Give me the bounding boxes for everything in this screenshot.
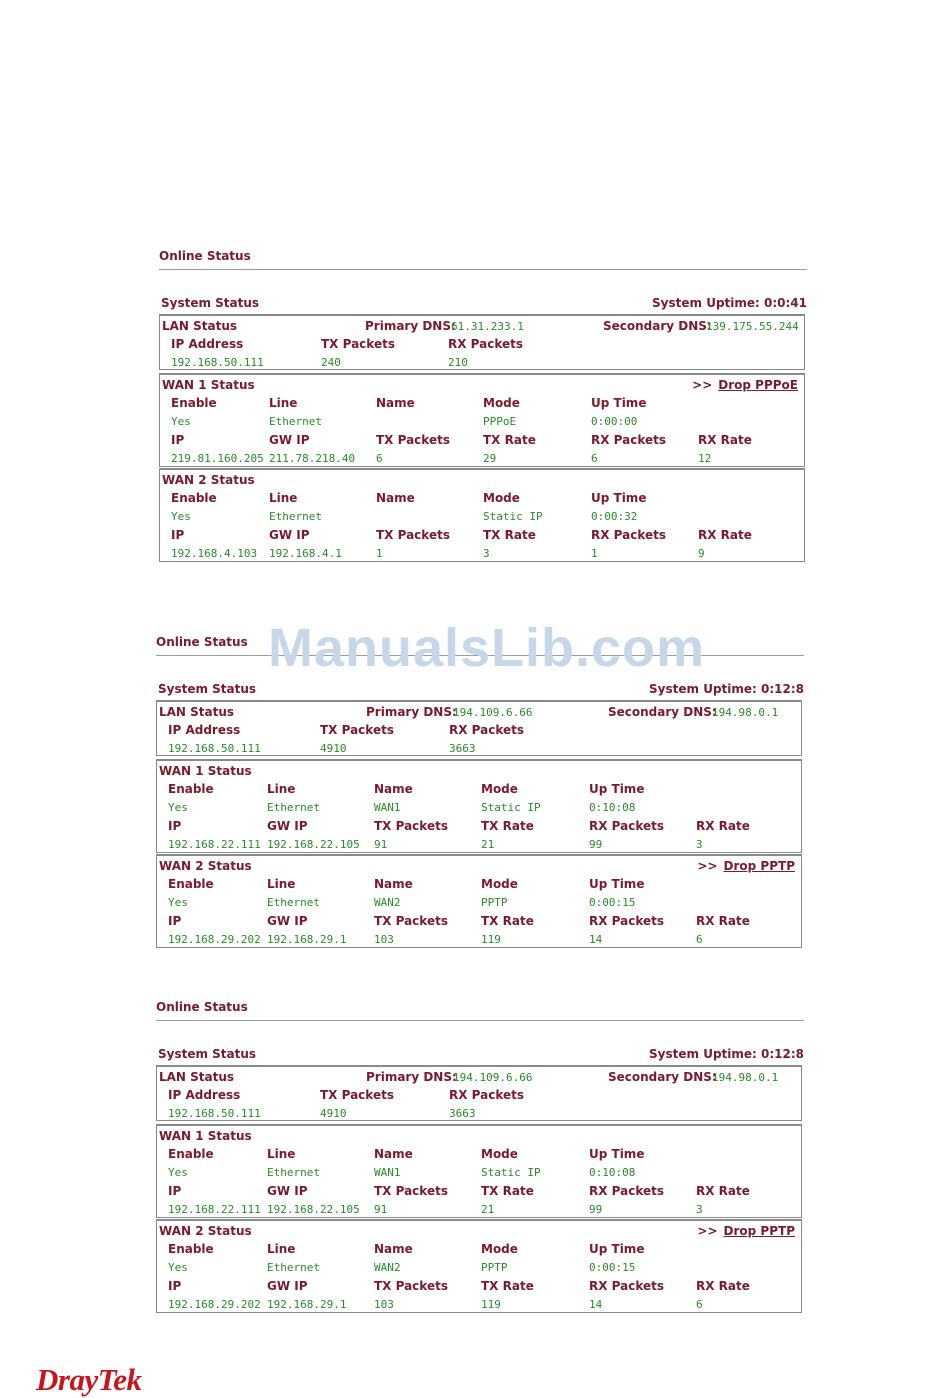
ip-header: IP (168, 1184, 182, 1198)
tx-rate-header: TX Rate (481, 819, 534, 833)
gw-ip-header: GW IP (267, 914, 308, 928)
enable-header: Enable (171, 491, 217, 505)
wan2-status-title: WAN 2 Status (162, 473, 255, 487)
wan1-status-box (156, 1124, 802, 1218)
wan2-tx-rate: 119 (481, 933, 501, 946)
wan2-status-title: WAN 2 Status (159, 1224, 252, 1238)
wan2-enable: Yes (171, 510, 191, 523)
ip-address-header: IP Address (171, 337, 244, 351)
up-time-header: Up Time (589, 1147, 645, 1161)
mode-header: Mode (483, 396, 520, 410)
wan2-ip: 192.168.29.202 (168, 933, 261, 946)
system-uptime: System Uptime: 0:12:8 (649, 1047, 804, 1061)
name-header: Name (374, 877, 413, 891)
wan1-ip: 192.168.22.111 (168, 838, 261, 851)
wan1-gw-ip: 192.168.22.105 (267, 1203, 360, 1216)
wan2-name: WAN2 (374, 1261, 401, 1274)
wan1-tx-rate: 21 (481, 838, 495, 851)
lan-status-title: LAN Status (159, 1070, 235, 1084)
wan2-enable: Yes (168, 1261, 188, 1274)
system-status-label: System Status (158, 682, 257, 696)
wan1-rx-rate: 3 (696, 838, 703, 851)
wan1-status-box (159, 373, 805, 467)
wan2-rx-packets: 1 (591, 547, 598, 560)
tx-packets-header: TX Packets (376, 528, 450, 542)
system-uptime: System Uptime: 0:0:41 (652, 296, 807, 310)
wan1-line: Ethernet (269, 415, 322, 428)
wan1-tx-packets: 91 (374, 838, 388, 851)
primary-dns-label: Primary DNS: (366, 705, 457, 719)
lan-tx-packets: 4910 (320, 742, 347, 755)
tx-packets-header: TX Packets (320, 723, 394, 737)
tx-packets-header: TX Packets (374, 1184, 448, 1198)
wan2-name: WAN2 (374, 896, 401, 909)
wan2-tx-packets: 103 (374, 933, 394, 946)
enable-header: Enable (168, 1242, 214, 1256)
tx-packets-header: TX Packets (321, 337, 395, 351)
wan1-ip: 192.168.22.111 (168, 1203, 261, 1216)
wan1-rx-packets: 6 (591, 452, 598, 465)
up-time-header: Up Time (589, 782, 645, 796)
ip-header: IP (171, 528, 185, 542)
tx-rate-header: TX Rate (481, 914, 534, 928)
tx-rate-header: TX Rate (483, 433, 536, 447)
wan2-status-title: WAN 2 Status (159, 859, 252, 873)
rx-packets-header: RX Packets (591, 433, 667, 447)
lan-ip-address: 192.168.50.111 (168, 742, 261, 755)
drop-pptp-link[interactable]: >> Drop PPTP (697, 859, 795, 873)
wan1-ip: 219.81.160.205 (171, 452, 264, 465)
tx-packets-header: TX Packets (374, 914, 448, 928)
wan1-status-title: WAN 1 Status (162, 378, 255, 392)
wan2-rx-rate: 6 (696, 933, 703, 946)
wan1-up-time: 0:10:08 (589, 801, 636, 814)
drop-pptp-link[interactable]: >> Drop PPTP (697, 1224, 795, 1238)
primary-dns-value: 61.31.233.1 (451, 320, 524, 333)
wan2-status-box (156, 1219, 802, 1313)
wan2-up-time: 0:00:32 (591, 510, 638, 523)
wan1-mode: PPPoE (483, 415, 517, 428)
tx-rate-header: TX Rate (483, 528, 536, 542)
wan2-mode: Static IP (483, 510, 543, 523)
wan2-rx-packets: 14 (589, 933, 603, 946)
wan2-line: Ethernet (269, 510, 322, 523)
wan1-status-title: WAN 1 Status (159, 764, 252, 778)
wan2-status-box (156, 854, 802, 948)
wan1-rx-rate: 12 (698, 452, 712, 465)
mode-header: Mode (483, 491, 520, 505)
wan2-tx-packets: 1 (376, 547, 383, 560)
secondary-dns-value: 194.98.0.1 (712, 706, 779, 719)
line-header: Line (269, 396, 298, 410)
wan1-line: Ethernet (267, 1166, 320, 1179)
rx-rate-header: RX Rate (696, 1279, 750, 1293)
gw-ip-header: GW IP (269, 528, 310, 542)
primary-dns-value: 194.109.6.66 (453, 706, 533, 719)
lan-status-box (156, 1065, 802, 1121)
wan1-rx-rate: 3 (696, 1203, 703, 1216)
ip-address-header: IP Address (168, 1088, 241, 1102)
rx-rate-header: RX Rate (698, 433, 752, 447)
wan1-tx-rate: 29 (483, 452, 497, 465)
primary-dns-label: Primary DNS: (366, 1070, 457, 1084)
wan1-rx-packets: 99 (589, 1203, 603, 1216)
line-header: Line (267, 1242, 296, 1256)
wan1-gw-ip: 192.168.22.105 (267, 838, 360, 851)
online-status-heading: Online Status (156, 1000, 248, 1014)
wan2-tx-packets: 103 (374, 1298, 394, 1311)
secondary-dns-label: Secondary DNS: (608, 1070, 717, 1084)
up-time-header: Up Time (589, 1242, 645, 1256)
wan2-rx-rate: 9 (698, 547, 705, 560)
wan2-enable: Yes (168, 896, 188, 909)
secondary-dns-label: Secondary DNS: (608, 705, 717, 719)
secondary-dns-label: Secondary DNS: (603, 319, 712, 333)
wan2-up-time: 0:00:15 (589, 1261, 636, 1274)
secondary-dns-value: 194.98.0.1 (712, 1071, 779, 1084)
wan2-ip: 192.168.4.103 (171, 547, 258, 560)
wan1-mode: Static IP (481, 1166, 541, 1179)
ip-header: IP (168, 819, 182, 833)
rx-packets-header: RX Packets (589, 1279, 665, 1293)
ip-address-header: IP Address (168, 723, 241, 737)
system-uptime: System Uptime: 0:12:8 (649, 682, 804, 696)
wan1-tx-packets: 91 (374, 1203, 388, 1216)
lan-status-box (156, 700, 802, 756)
wan1-tx-rate: 21 (481, 1203, 495, 1216)
rx-rate-header: RX Rate (696, 1184, 750, 1198)
up-time-header: Up Time (591, 396, 647, 410)
enable-header: Enable (168, 782, 214, 796)
line-header: Line (267, 1147, 296, 1161)
rx-packets-header: RX Packets (449, 723, 525, 737)
online-status-heading: Online Status (156, 635, 248, 649)
system-status-row (158, 682, 804, 696)
wan1-enable: Yes (168, 801, 188, 814)
wan1-name: WAN1 (374, 1166, 401, 1179)
wan2-tx-rate: 119 (481, 1298, 501, 1311)
name-header: Name (374, 782, 413, 796)
wan2-gw-ip: 192.168.29.1 (267, 933, 347, 946)
tx-packets-header: TX Packets (374, 819, 448, 833)
wan1-mode: Static IP (481, 801, 541, 814)
gw-ip-header: GW IP (269, 433, 310, 447)
tx-packets-header: TX Packets (374, 1279, 448, 1293)
wan1-name: WAN1 (374, 801, 401, 814)
up-time-header: Up Time (589, 877, 645, 891)
name-header: Name (374, 1242, 413, 1256)
wan2-line: Ethernet (267, 896, 320, 909)
lan-tx-packets: 240 (321, 356, 341, 369)
wan2-ip: 192.168.29.202 (168, 1298, 261, 1311)
wan2-status-box (159, 468, 805, 562)
draytek-logo: DrayTek (36, 1362, 142, 1397)
rx-packets-header: RX Packets (589, 914, 665, 928)
mode-header: Mode (481, 1242, 518, 1256)
wan2-rx-rate: 6 (696, 1298, 703, 1311)
rx-rate-header: RX Rate (696, 819, 750, 833)
wan1-line: Ethernet (267, 801, 320, 814)
enable-header: Enable (168, 1147, 214, 1161)
primary-dns-value: 194.109.6.66 (453, 1071, 533, 1084)
wan1-rx-packets: 99 (589, 838, 603, 851)
wan1-status-title: WAN 1 Status (159, 1129, 252, 1143)
manualslib-watermark: ManualsLib.com (268, 618, 706, 678)
lan-status-title: LAN Status (159, 705, 235, 719)
tx-rate-header: TX Rate (481, 1184, 534, 1198)
rx-rate-header: RX Rate (698, 528, 752, 542)
lan-rx-packets: 3663 (449, 742, 476, 755)
line-header: Line (267, 877, 296, 891)
rx-packets-header: RX Packets (449, 1088, 525, 1102)
name-header: Name (376, 491, 415, 505)
secondary-dns-value: 139.175.55.244 (706, 320, 799, 333)
system-status-label: System Status (158, 1047, 257, 1061)
wan2-tx-rate: 3 (483, 547, 490, 560)
lan-rx-packets: 210 (448, 356, 468, 369)
lan-status-title: LAN Status (162, 319, 238, 333)
gw-ip-header: GW IP (267, 819, 308, 833)
wan1-enable: Yes (171, 415, 191, 428)
system-status-label: System Status (161, 296, 260, 310)
enable-header: Enable (171, 396, 217, 410)
wan2-up-time: 0:00:15 (589, 896, 636, 909)
name-header: Name (376, 396, 415, 410)
wan1-tx-packets: 6 (376, 452, 383, 465)
divider (159, 269, 807, 270)
up-time-header: Up Time (591, 491, 647, 505)
online-status-heading: Online Status (159, 249, 251, 263)
mode-header: Mode (481, 877, 518, 891)
wan1-up-time: 0:10:08 (589, 1166, 636, 1179)
rx-packets-header: RX Packets (589, 1184, 665, 1198)
ip-header: IP (171, 433, 185, 447)
rx-packets-header: RX Packets (589, 819, 665, 833)
wan1-gw-ip: 211.78.218.40 (269, 452, 356, 465)
lan-rx-packets: 3663 (449, 1107, 476, 1120)
system-status-row (158, 1047, 804, 1061)
divider (156, 1020, 804, 1021)
tx-packets-header: TX Packets (376, 433, 450, 447)
drop-pppoe-link[interactable]: >> Drop PPPoE (692, 378, 798, 392)
lan-ip-address: 192.168.50.111 (168, 1107, 261, 1120)
name-header: Name (374, 1147, 413, 1161)
wan1-status-box (156, 759, 802, 853)
wan2-line: Ethernet (267, 1261, 320, 1274)
mode-header: Mode (481, 782, 518, 796)
wan2-mode: PPTP (481, 1261, 508, 1274)
ip-header: IP (168, 914, 182, 928)
system-status-row (161, 296, 807, 310)
lan-tx-packets: 4910 (320, 1107, 347, 1120)
ip-header: IP (168, 1279, 182, 1293)
wan1-enable: Yes (168, 1166, 188, 1179)
wan2-gw-ip: 192.168.4.1 (269, 547, 342, 560)
wan2-rx-packets: 14 (589, 1298, 603, 1311)
enable-header: Enable (168, 877, 214, 891)
wan2-gw-ip: 192.168.29.1 (267, 1298, 347, 1311)
rx-rate-header: RX Rate (696, 914, 750, 928)
rx-packets-header: RX Packets (448, 337, 524, 351)
tx-rate-header: TX Rate (481, 1279, 534, 1293)
lan-status-box (159, 314, 805, 370)
primary-dns-label: Primary DNS: (365, 319, 456, 333)
gw-ip-header: GW IP (267, 1279, 308, 1293)
gw-ip-header: GW IP (267, 1184, 308, 1198)
rx-packets-header: RX Packets (591, 528, 667, 542)
wan1-up-time: 0:00:00 (591, 415, 638, 428)
tx-packets-header: TX Packets (320, 1088, 394, 1102)
lan-ip-address: 192.168.50.111 (171, 356, 264, 369)
mode-header: Mode (481, 1147, 518, 1161)
wan2-mode: PPTP (481, 896, 508, 909)
line-header: Line (267, 782, 296, 796)
line-header: Line (269, 491, 298, 505)
